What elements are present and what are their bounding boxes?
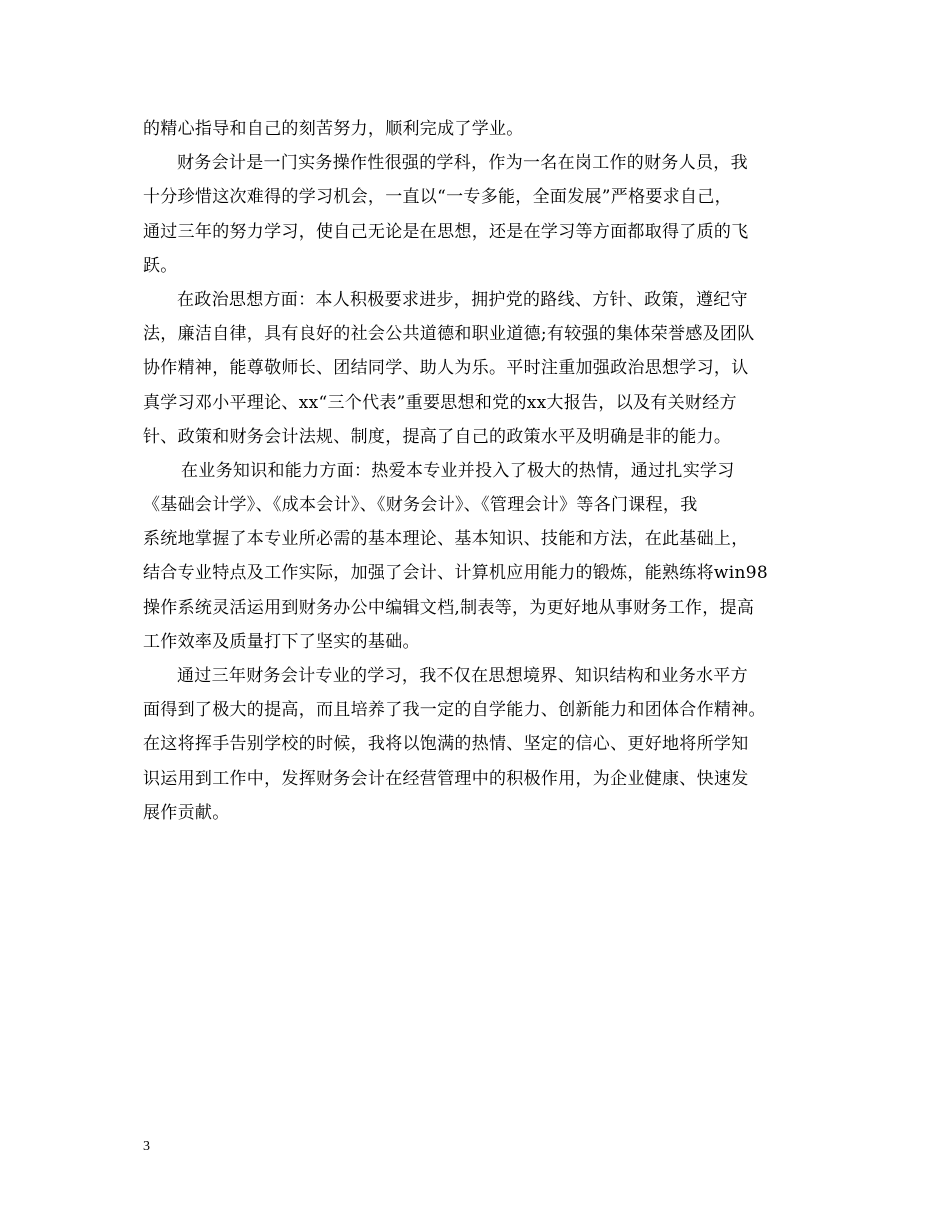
paragraph-start-line: 在业务知识和能力方面：热爱本专业并投入了极大的热情，通过扎实学习 (181, 460, 735, 481)
text-line: 识运用到工作中，发挥财务会计在经营管理中的积极作用，为企业健康、快速发 (143, 768, 749, 789)
text-line: 真学习邓小平理论、xx“三个代表”重要思想和党的xx大报告，以及有关财经方 (143, 392, 737, 413)
paragraph-start-line: 财务会计是一门实务操作性很强的学科，作为一名在岗工作的财务人员，我 (177, 153, 748, 174)
text-line: 工作效率及质量打下了坚实的基础。 (143, 631, 420, 652)
text-line: 跃。 (143, 255, 178, 276)
text-line: 《基础会计学》、《成本会计》、《财务会计》、《管理会计》等各门课程，我 (143, 495, 698, 516)
text-line: 操作系统灵活运用到财务办公中编辑文档,制表等，为更好地从事财务工作，提高 (143, 597, 755, 618)
paragraph-start-line: 通过三年财务会计专业的学习，我不仅在思想境界、知识结构和业务水平方 (177, 666, 748, 686)
page-number: 3 (143, 1139, 150, 1154)
text-line: 展作贡献。 (143, 802, 230, 823)
text-line: 协作精神，能尊敬师长、团结同学、助人为乐。平时注重加强政治思想学习，认 (143, 358, 749, 379)
text-line: 法，廉洁自律，具有良好的社会公共道德和职业道德;有较强的集体荣誉感及团队 (143, 324, 755, 345)
text-line: 十分珍惜这次难得的学习机会，一直以“一专多能，全面发展”严格要求自己， (143, 187, 732, 208)
paragraph-start-line: 在政治思想方面：本人积极要求进步，拥护党的路线、方针、政策，遵纪守 (177, 289, 748, 310)
text-line: 系统地掌握了本专业所必需的基本理论、基本知识、技能和方法，在此基础上， (143, 529, 749, 550)
text-line: 的精心指导和自己的刻苦努力，顺利完成了学业。 (143, 119, 524, 139)
text-line: 面得到了极大的提高，而且培养了我一定的自学能力、创新能力和团体合作精神。 (143, 700, 766, 721)
text-line: 针、政策和财务会计法规、制度，提高了自己的政策水平及明确是非的能力。 (143, 426, 732, 447)
text-line: 在这将挥手告别学校的时候，我将以饱满的热情、坚定的信心、更好地将所学知 (143, 734, 749, 755)
text-line: 通过三年的努力学习，使自己无论是在思想，还是在学习等方面都取得了质的飞 (143, 221, 749, 242)
text-line: 结合专业特点及工作实际，加强了会计、计算机应用能力的锻炼，能熟练将win98 (143, 563, 768, 584)
body-text (143, 112, 809, 830)
